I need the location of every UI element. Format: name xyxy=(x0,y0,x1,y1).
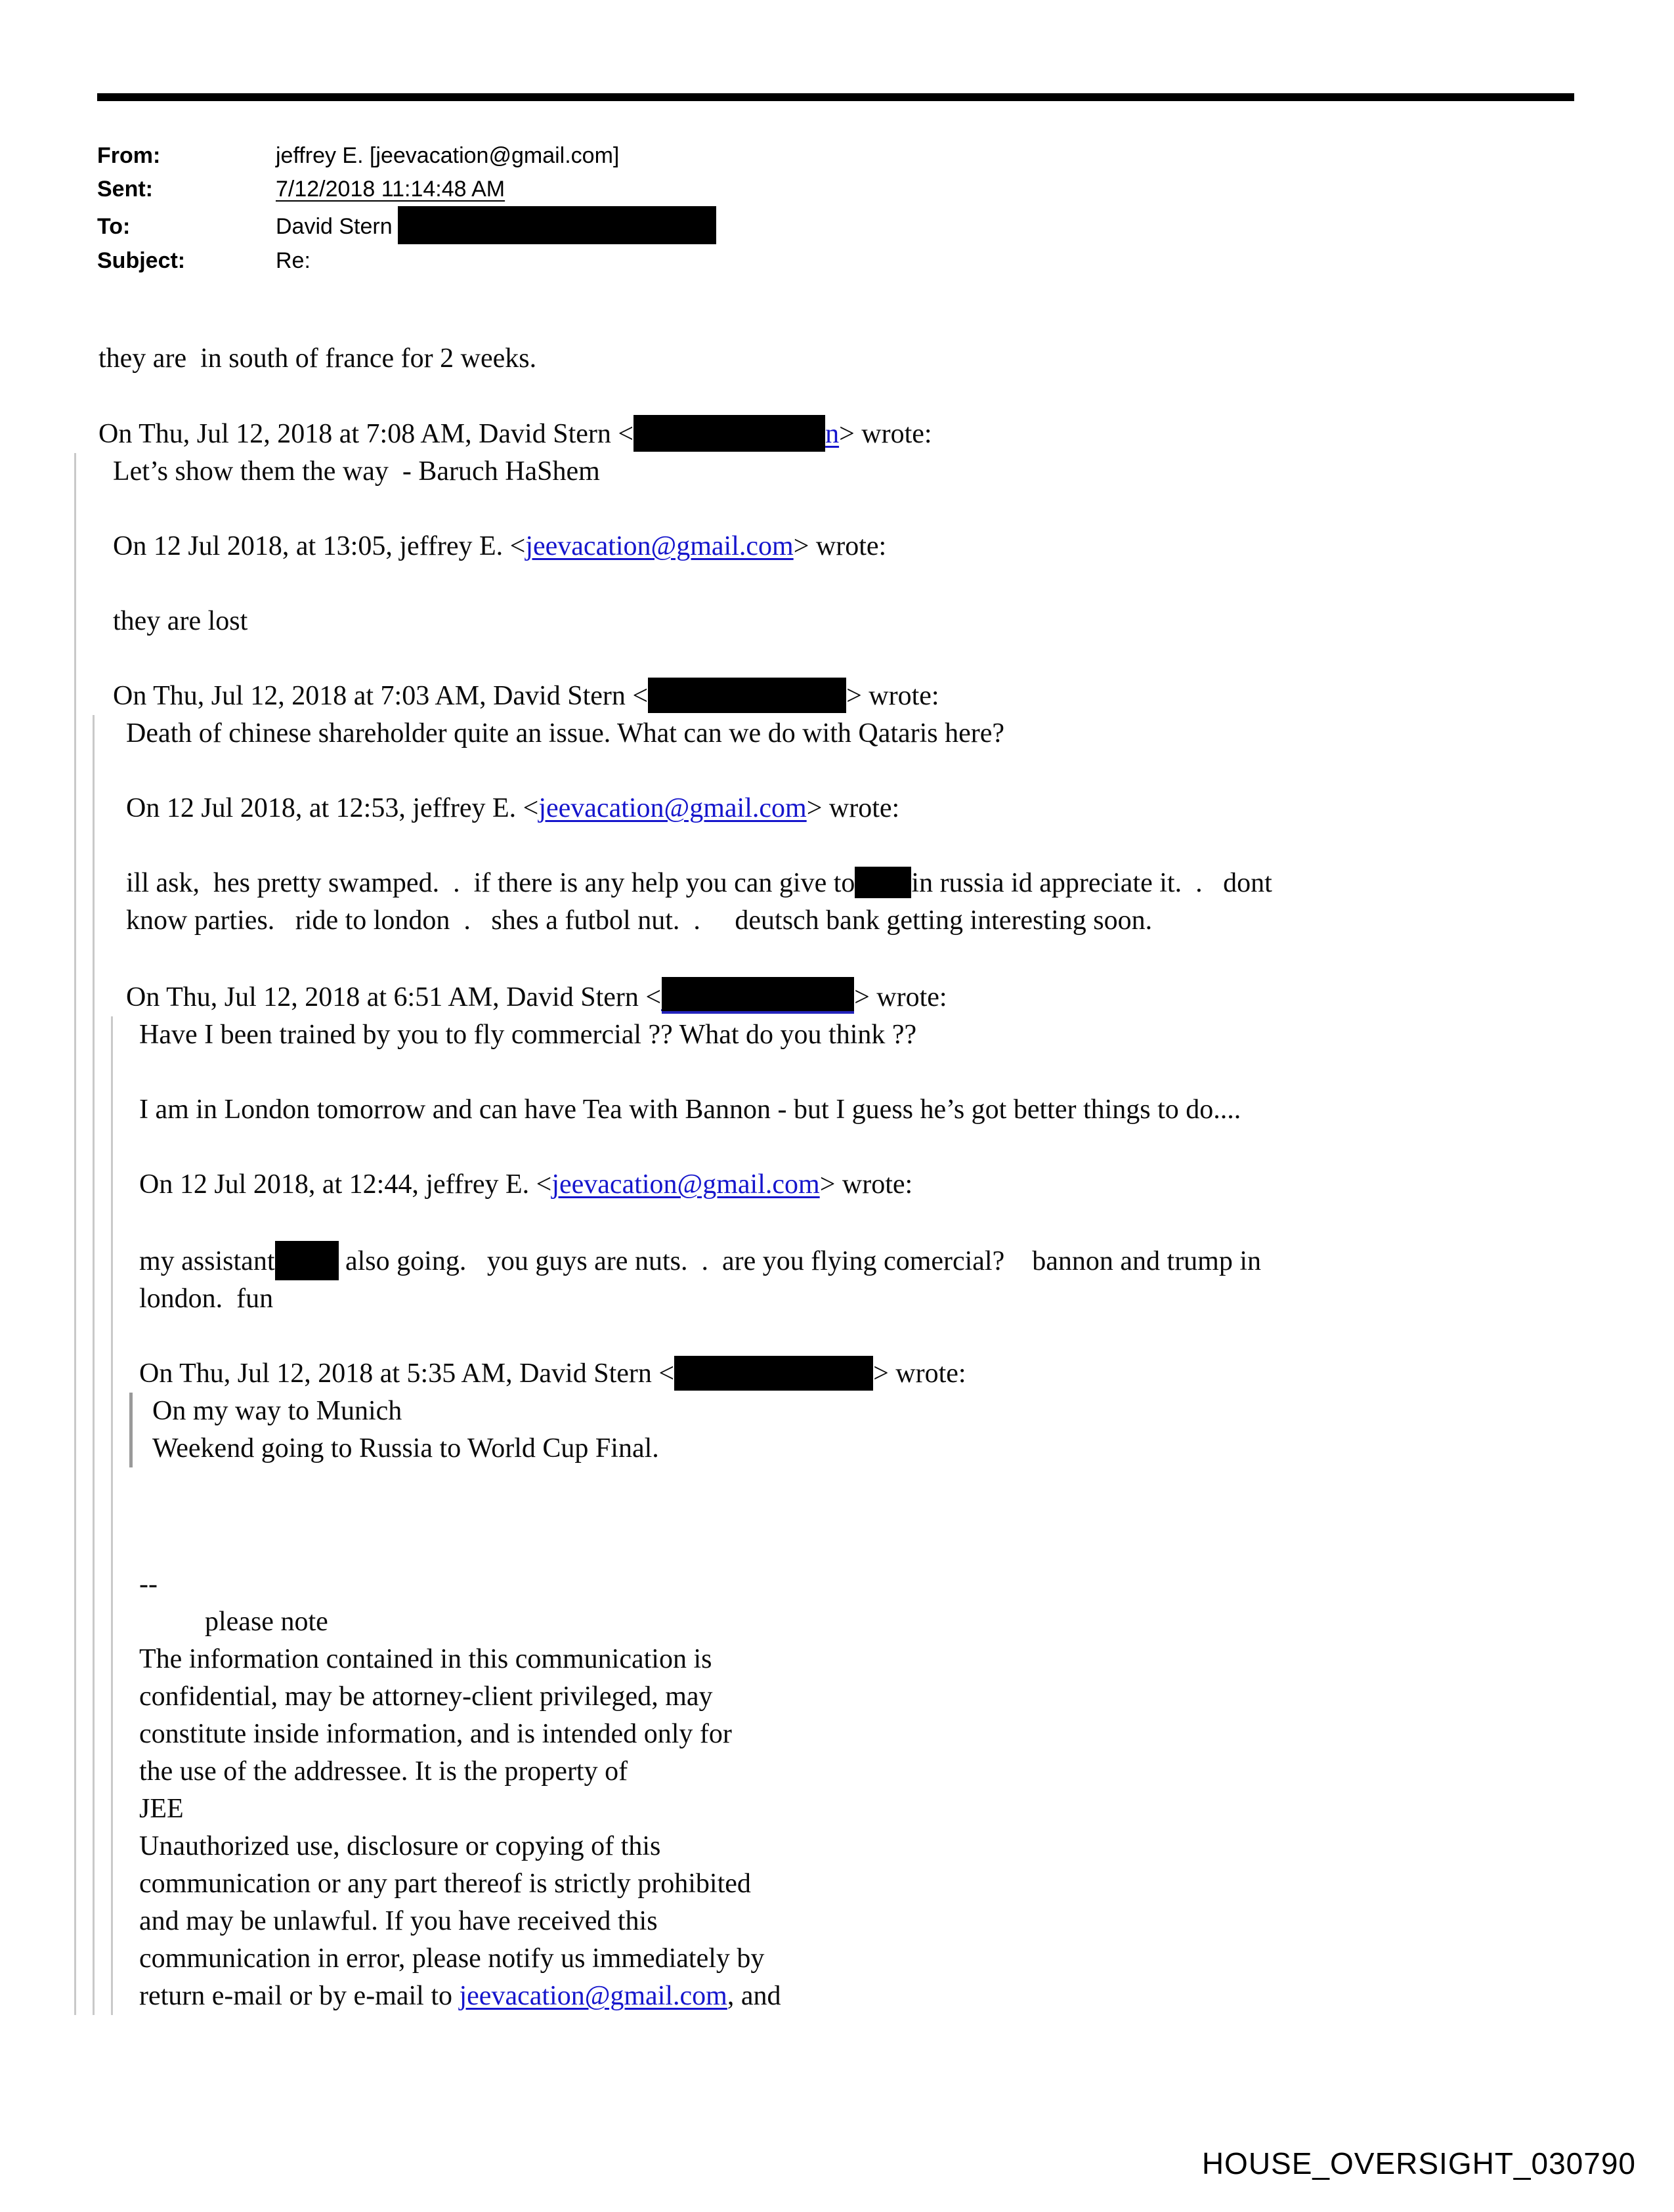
bates-number: HOUSE_OVERSIGHT_030790 xyxy=(1201,2146,1636,2180)
disclaimer-line xyxy=(139,1978,1615,2015)
redaction-box xyxy=(662,977,854,1014)
attribution-line xyxy=(113,678,1615,715)
redaction-box xyxy=(633,415,825,452)
email-link: jeevacation@gmail.com xyxy=(459,1981,727,2011)
message-text: Death of chinese shareholder quite an issue. What can we do with Qataris here? xyxy=(126,718,1005,748)
disclaimer-line: JEE xyxy=(139,1794,184,1824)
message-text: On my way to Munich xyxy=(152,1396,402,1426)
attribution-text: On 12 Jul 2018, at 13:05, jeffrey E. < xyxy=(113,531,526,561)
attribution-line xyxy=(139,1355,1615,1393)
message-text: ill ask, hes pretty swamped. . if there is any help you can give to xyxy=(126,868,855,898)
header-row-to xyxy=(97,206,716,244)
email-header xyxy=(97,139,716,278)
message-text: I am in London tomorrow and can have Tea with Bannon - but I guess he’s got better things to do.... xyxy=(139,1095,1241,1125)
signature-block xyxy=(139,1566,1615,2015)
attribution-text: > wrote: xyxy=(819,1169,913,1200)
disclaimer-line: communication or any part thereof is strictly prohibited xyxy=(139,1869,751,1899)
sent-value: 7/12/2018 11:14:48 AM xyxy=(276,177,505,202)
attribution-text: On Thu, Jul 12, 2018 at 7:03 AM, David Stern < xyxy=(113,681,649,711)
attribution-line xyxy=(126,977,1615,1016)
attribution-text: > wrote: xyxy=(793,531,887,561)
message-text xyxy=(126,865,1615,940)
to-label: To: xyxy=(97,214,131,239)
attribution-line xyxy=(98,415,1615,453)
message-text: Let’s show them the way - Baruch HaShem xyxy=(113,456,600,487)
message-text: they are lost xyxy=(113,606,248,636)
disclaimer-line: The information contained in this communication is xyxy=(139,1644,712,1674)
message-text: my assistant xyxy=(139,1246,275,1276)
redaction-box xyxy=(855,867,911,898)
subject-label: Subject: xyxy=(97,248,186,273)
attribution-text: > wrote: xyxy=(873,1358,966,1389)
header-row-subject xyxy=(97,244,716,278)
quote-level-1 xyxy=(74,453,1615,2015)
disclaimer-text: return e-mail or by e-mail to xyxy=(139,1981,460,2011)
email-link: jeevacation@gmail.com xyxy=(538,793,807,823)
disclaimer-line: communication in error, please notify us immediately by xyxy=(139,1943,765,1974)
from-label: From: xyxy=(97,143,161,168)
attribution-text: > wrote: xyxy=(846,681,939,711)
attribution-text: On 12 Jul 2018, at 12:44, jeffrey E. < xyxy=(139,1169,552,1200)
attribution-text: > wrote: xyxy=(839,419,932,449)
disclaimer-line: and may be unlawful. If you have received this xyxy=(139,1906,658,1936)
redaction-box xyxy=(398,206,716,244)
attribution-line xyxy=(126,790,1615,827)
disclaimer-text: , and xyxy=(727,1981,781,2011)
message-text: in russia id appreciate it. . dont xyxy=(911,868,1272,898)
attribution-text: On Thu, Jul 12, 2018 at 5:35 AM, David Stern < xyxy=(139,1358,675,1389)
redaction-box xyxy=(648,678,846,713)
message-text: Weekend going to Russia to World Cup Final. xyxy=(152,1433,659,1464)
message-text xyxy=(139,1241,1615,1318)
from-value: jeffrey E. [jeevacation@gmail.com] xyxy=(276,143,620,168)
attribution-text: > wrote: xyxy=(854,982,947,1012)
quote-level-2 xyxy=(93,715,1615,2015)
attribution-text: On Thu, Jul 12, 2018 at 6:51 AM, David Stern < xyxy=(126,982,662,1012)
email-body xyxy=(98,340,1615,2015)
subject-value: Re: xyxy=(276,248,311,273)
message-text: they are in south of france for 2 weeks. xyxy=(98,343,537,374)
signature-dashes: -- xyxy=(139,1569,158,1599)
quote-level-3 xyxy=(111,1016,1615,2015)
message-text: Have I been trained by you to fly commercial ?? What do you think ?? xyxy=(139,1020,917,1050)
attribution-text: > wrote: xyxy=(806,793,900,823)
email-link: jeevacation@gmail.com xyxy=(551,1169,820,1200)
disclaimer-line: the use of the addressee. It is the property of xyxy=(139,1756,628,1787)
attribution-line xyxy=(139,1166,1615,1204)
sent-label: Sent: xyxy=(97,177,153,202)
attribution-text: On 12 Jul 2018, at 12:53, jeffrey E. < xyxy=(126,793,539,823)
top-rule xyxy=(97,93,1574,101)
attribution-line xyxy=(113,528,1615,565)
to-value: David Stern xyxy=(276,214,393,239)
redaction-box xyxy=(275,1241,339,1280)
redaction-box xyxy=(674,1356,873,1391)
message-text: london. fun xyxy=(139,1284,274,1314)
header-row-sent xyxy=(97,173,716,206)
disclaimer-line: Unauthorized use, disclosure or copying of this xyxy=(139,1831,661,1861)
redacted-email-fragment: n xyxy=(825,419,840,449)
disclaimer-line: confidential, may be attorney-client privileged, may xyxy=(139,1681,713,1712)
header-row-from xyxy=(97,139,716,173)
quote-level-4 xyxy=(129,1393,1615,1467)
message-text: know parties. ride to london . shes a futbol nut. . deutsch bank getting interesting soon. xyxy=(126,905,1153,936)
disclaimer-line: constitute inside information, and is intended only for xyxy=(139,1719,732,1749)
message-text: also going. you guys are nuts. . are you flying comercial? bannon and trump in xyxy=(338,1246,1262,1276)
signature-note: please note xyxy=(205,1607,328,1637)
email-link: jeevacation@gmail.com xyxy=(525,531,794,561)
attribution-text: On Thu, Jul 12, 2018 at 7:08 AM, David Stern < xyxy=(98,419,634,449)
